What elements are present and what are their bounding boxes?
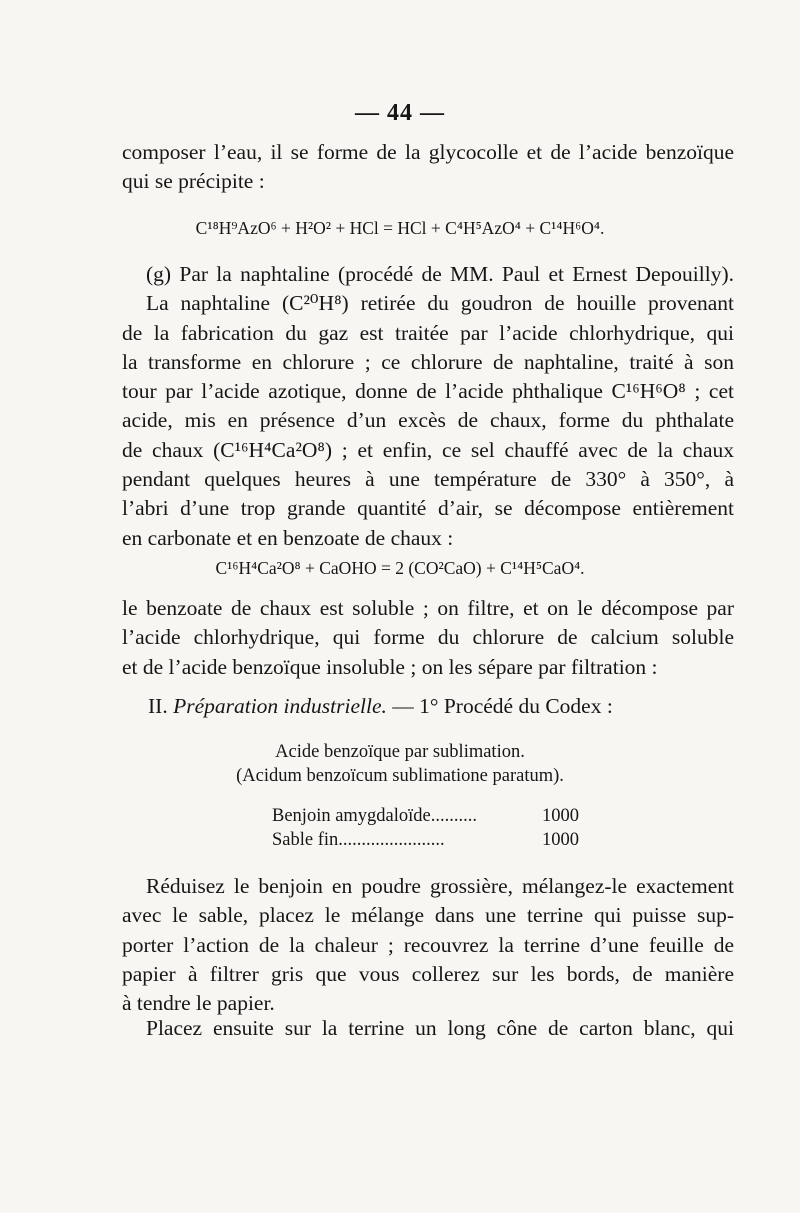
chemical-formula-1: C¹⁸H⁹AzO⁶ + H²O² + HCl = HCl + C⁴H⁵AzO⁴ + C¹⁴H⁶O⁴. [195,218,605,238]
paragraph-1 [122,138,734,197]
section-numeral: II. [148,694,168,718]
ingredient-name: Benjoin amygdaloïde.......... [272,806,478,826]
text-line: l’acide chlorhydrique, qui forme du chlorure de calcium soluble [122,625,734,650]
text-line: le benzoate de chaux est soluble ; on filtre, et on le décompose par [122,596,734,620]
recipe-title: Acide benzoïque par sublimation. [275,742,525,762]
section-heading [148,694,613,719]
text-line: qui se précipite : [122,169,265,194]
paragraph-5 [122,1014,734,1043]
text-line: La naphtaline (C²⁰H⁸) retirée du goudron de houille provenant [146,291,734,316]
text-line: de la fabrication du gaz est traitée par l’acide chlorhydrique, qui [122,320,734,345]
recipe-row [272,806,602,827]
text-line: en carbonate et en benzoate de chaux : [122,525,454,550]
chemical-formula-2: C¹⁶H⁴Ca²O⁸ + CaOHO = 2 (CO²CaO) + C¹⁴H⁵CaO⁴. [215,558,585,578]
section-subtitle: — 1° Procédé du Codex : [392,694,613,718]
paragraph-2 [122,260,734,553]
recipe-subtitle: (Acidum benzoïcum sublimatione paratum). [236,766,564,786]
text-line: et de l’acide benzoïque insoluble ; on les sépare par filtration : [122,654,658,679]
recipe-row [272,830,602,851]
ingredient-quantity: 1000 [542,830,579,850]
text-line: acide, mis en présence d’un excès de chaux, forme du phthalate [122,408,734,433]
page-number: — 44 — [355,100,445,126]
text-line: Placez ensuite sur la terrine un long cône de carton blanc, qui [146,1016,734,1040]
text-line: tour par l’acide azotique, donne de l’acide phthalique C¹⁶H⁶O⁸ ; cet [122,379,734,404]
text-line: la transforme en chlorure ; ce chlorure de naphtaline, traité à son [122,349,734,374]
ingredient-quantity: 1000 [542,806,579,826]
text-line: à tendre le papier. [122,991,275,1016]
text-line: de chaux (C¹⁶H⁴Ca²O⁸) ; et enfin, ce sel chauffé avec de la chaux [122,437,734,462]
section-title: Préparation industrielle. [173,694,387,718]
text-line: papier à filtrer gris que vous collerez sur les bords, de manière [122,961,734,986]
paragraph-4 [122,872,734,1018]
text-line: l’abri d’une trop grande quantité d’air, se décompose entièrement [122,496,734,521]
ingredient-name: Sable fin....................... [272,830,445,850]
text-line: avec le sable, placez le mélange dans une terrine qui puisse sup- [122,903,734,928]
text-line: composer l’eau, il se forme de la glycocolle et de l’acide benzoïque [122,140,734,164]
text-line: porter l’action de la chaleur ; recouvrez la terrine d’une feuille de [122,932,734,957]
text-line: (g) Par la naphtaline (procédé de MM. Paul et Ernest Depouilly). [146,262,734,286]
text-line: pendant quelques heures à une température de 330° à 350°, à [122,467,734,492]
paragraph-3 [122,594,734,682]
text-line: Réduisez le benjoin en poudre grossière, mélangez-le exactement [146,874,734,898]
